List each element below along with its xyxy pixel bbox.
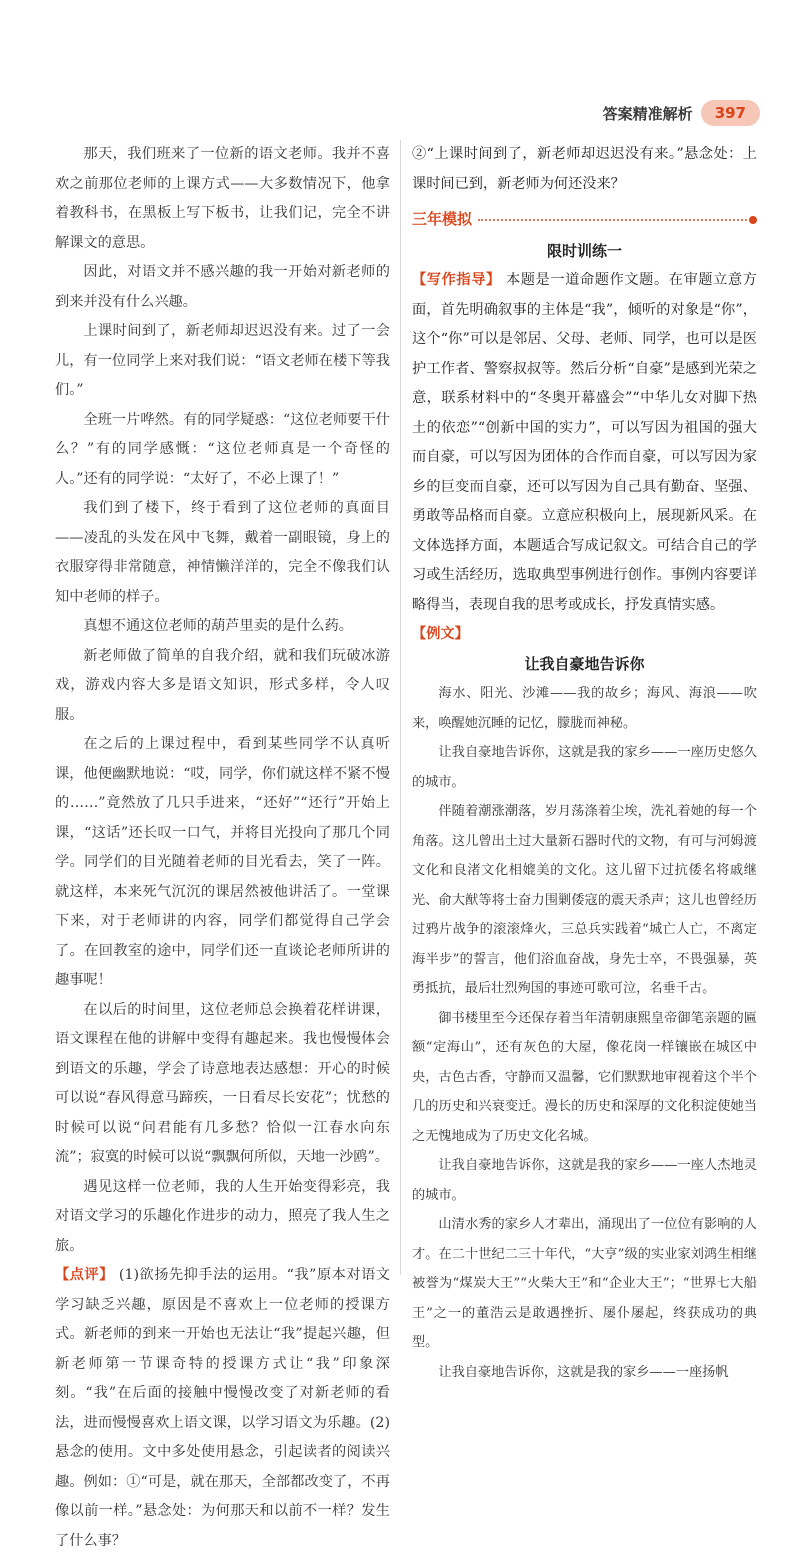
comment-block <box>55 1261 390 1556</box>
page-header <box>603 100 760 126</box>
section-header <box>412 205 757 235</box>
essay-paragraph: 新老师做了简单的自我介绍，就和我们玩破冰游戏，游戏内容大多是语文知识，形式多样，令人叹服。 <box>55 647 390 723</box>
example-essay <box>412 679 757 1387</box>
essay-paragraph: 因此，对语文并不感兴趣的我一开始对新老师的到来并没有什么兴趣。 <box>55 264 390 310</box>
essay-title: 让我自豪地告诉你 <box>524 654 645 673</box>
essay-paragraph: 在以后的时间里，这位老师总会换着花样讲课，语文课程在他的讲解中变得有趣起来。我也慢慢体会到语文的乐趣，学会了诗意地表达感想：开心的时候可以说“春风得意马蹄疾，一日看尽长安花”；忧愁的时候可以说“问君能有几多愁？恰似一江春水向东流”；寂寞的时候可以说“飘飘何所似，天地一沙鸥”。 <box>55 1001 390 1165</box>
guide-text: 本题是一道命题作文题。在审题立意方面，首先明确叙事的主体是“我”，倾听的对象是“你”，这个“你”可以是邻居、父母、老师、同学，也可以是医护工作者、警察叔叔等。然后分析“自豪”是感到光荣之意，联系材料中的“冬奥开幕盛会”“中华儿女对脚下热土的依恋”“创新中国的实力”，可以写因为祖国的强大而自豪，可以写因为团体的合作而自豪，可以写因为家乡的巨变而自豪，还可以写因为自己具有勤奋、坚强、勇敢等品格而自豪。立意应积极向上，展现新风采。在文体选择方面，本题适合写成记叙文。可结合自己的学习或生活经历，选取典型事例进行创作。事例内容要详略得当，表现自我的思考或成长，抒发真情实感。 <box>412 272 757 613</box>
right-column <box>412 140 757 1387</box>
essay-paragraph: 真想不通这位老师的葫芦里卖的是什么药。 <box>83 618 353 634</box>
exercise-title: 限时训练一 <box>546 241 622 260</box>
essay-paragraph: 御书楼里至今还保存着当年清朝康熙皇帝御笔亲题的匾额“定海山”，还有灰色的大屋，像花岗一样镶嵌在城区中央，古色古香，守静而又温馨，它们默默地审视着这个半个几的历史和兴衰变迁。漫长的历史和深厚的文化积淀使她当之无愧地成为了历史文化名城。 <box>412 1010 757 1144</box>
essay-paragraph: 那天，我们班来了一位新的语文老师。我并不喜欢之前那位老师的上课方式——大多数情况下，他拿着教科书，在黑板上写下板书，让我们记，完全不讲解课文的意思。 <box>55 146 390 251</box>
header-label: 答案精准解析 <box>602 104 693 123</box>
essay-paragraph: 山清水秀的家乡人才辈出，涌现出了一位位有影响的人才。在二十世纪二三十年代，“大亨”级的实业家刘鸿生相继被誉为“煤炭大王”“火柴大王”和“企业大王”；“世界七大船王”之一的董浩云是敢遇挫折、屡仆屡起，终获成功的典型。 <box>412 1217 757 1350</box>
essay-paragraph: 海水、阳光、沙滩——我的故乡；海风、海浪——吹来，唤醒她沉睡的记忆，朦胧而神秘。 <box>412 686 757 731</box>
section-rule <box>478 219 747 221</box>
essay-paragraph: 伴随着潮涨潮落，岁月荡涤着尘埃，洗礼着她的每一个角落。这儿曾出土过大量新石器时代的文物，有可与河姆渡文化和良渚文化相媲美的文化。这儿留下过抗倭名将戚继光、俞大猷等将士奋力围剿倭寇的震天杀声；这儿也曾经历过鸦片战争的滚滚烽火，三总兵实践着“城亡人亡，不离定海半步”的誓言，他们浴血奋战，身先士卒，不畏强暴，英勇抵抗，最后壮烈殉国的事迹可歌可泣，名垂千古。 <box>412 804 757 996</box>
essay-paragraph: 我们到了楼下，终于看到了这位老师的真面目——凌乱的头发在风中飞舞，戴着一副眼镜，身上的衣服穿得非常随意，神情懒洋洋的，完全不像我们认知中老师的样子。 <box>55 500 390 605</box>
essay-paragraph: 全班一片哗然。有的同学疑惑：“这位老师要干什么？”有的同学感慨：“这位老师真是一个奇怪的人。”还有的同学说：“太好了，不必上课了！” <box>55 411 390 487</box>
essay-paragraph: 在之后的上课过程中，看到某些同学不认真听课，他便幽默地说：“哎，同学，你们就这样不紧不慢的……”竟然放了几只手进来，“还好”“还行”开始上课，“这话”还长叹一口气，并将目光投向了那几个同学。同学们的目光随着老师的目光看去，笑了一阵。就这样，本来死气沉沉的课居然被他讲活了。一堂课下来，对于老师讲的内容，同学们都觉得自己学会了。在回教室的途中，同学们还一直谈论老师所讲的趣事呢！ <box>55 736 390 988</box>
essay-paragraph: 遇见这样一位老师，我的人生开始变得彩亮，我对语文学习的乐趣化作进步的动力，照亮了我人生之旅。 <box>55 1178 390 1254</box>
column-divider <box>400 140 401 1275</box>
guide-tag: 【写作指导】 <box>412 272 501 288</box>
left-column <box>55 140 390 1556</box>
essay-paragraph: 上课时间到了，新老师却迟迟没有来。过了一会儿，有一位同学上来对我们说：“语文老师在楼下等我们。” <box>55 323 390 398</box>
comment-tag: 【点评】 <box>55 1267 114 1283</box>
continuation-text: ②“上课时间到了，新老师却迟迟没有来。”悬念处：上课时间已到，新老师为何还没来？ <box>412 146 757 192</box>
example-tag: 【例文】 <box>412 626 469 642</box>
guide-block <box>412 266 757 620</box>
essay-paragraph: 让我自豪地告诉你，这就是我的家乡——一座历史悠久的城市。 <box>412 745 757 790</box>
page-number-badge: 397 <box>701 100 760 126</box>
section-title: 三年模拟 <box>412 210 473 228</box>
section-dot-icon <box>749 216 757 224</box>
essay-paragraph: 让我自豪地告诉你，这就是我的家乡——一座人杰地灵的城市。 <box>412 1158 757 1203</box>
example-label <box>412 620 757 650</box>
essay-paragraph: 让我自豪地告诉你，这就是我的家乡——一座扬帆 <box>438 1364 729 1380</box>
comment-text: (1)欲扬先抑手法的运用。“我”原本对语文学习缺乏兴趣，原因是不喜欢上一位老师的授课方式。新老师的到来一开始也无法让“我”提起兴趣，但新老师第一节课奇特的授课方式让“我”印象深刻。“我”在后面的接触中慢慢改变了对新老师的看法，进而慢慢喜欢上语文课，以学习语文为乐趣。(2)悬念的使用。文中多处使用悬念，引起读者的阅读兴趣。例如：①“可是，就在那天，全部都改变了，不再像以前一样。”悬念处：为何那天和以前不一样？发生了什么事？ <box>55 1267 390 1549</box>
